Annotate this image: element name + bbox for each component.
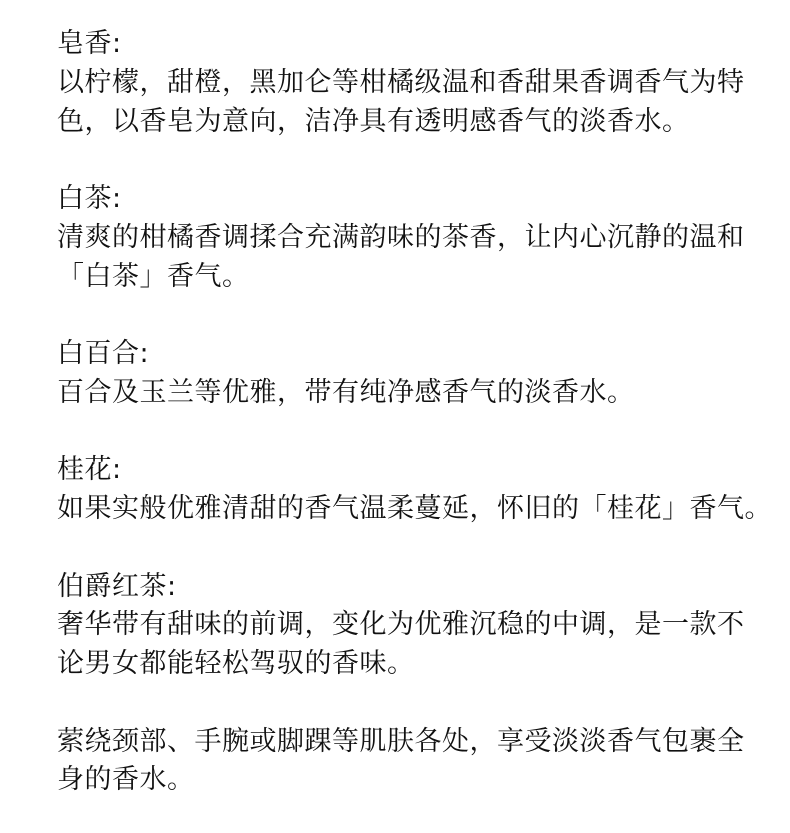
- section-line: 清爽的柑橘香调揉合充满韵味的茶香，让内心沉静的温和: [57, 221, 745, 253]
- section-line: 论男女都能轻松驾驭的香味。: [57, 648, 415, 679]
- section-line: 「白茶」香气。: [57, 260, 250, 292]
- fragrance-description-document: [57, 25, 782, 800]
- fragrance-section-earl-grey: [57, 568, 782, 684]
- fragrance-section-white-lily: [57, 335, 782, 413]
- fragrance-section-white-tea: [57, 180, 782, 296]
- closing-paragraph: [57, 723, 782, 801]
- section-heading: 白百合:: [57, 338, 150, 369]
- fragrance-section-osmanthus: [57, 451, 782, 529]
- section-heading: 伯爵红茶:: [57, 570, 177, 602]
- closing-line: 身的香水。: [57, 764, 195, 796]
- section-line: 色，以香皂为意向，洁净具有透明感香气的淡香水。: [57, 105, 690, 137]
- section-line: 以柠檬，甜橙，黑加仑等柑橘级温和香甜果香调香气为特: [57, 66, 745, 98]
- fragrance-section-soap: [57, 25, 782, 141]
- section-heading: 皂香:: [57, 28, 122, 59]
- section-line: 奢华带有甜味的前调，变化为优雅沉稳的中调，是一款不: [57, 609, 745, 641]
- section-line: 如果实般优雅清甜的香气温柔蔓延，怀旧的「桂花」香气。: [57, 493, 772, 524]
- section-line: 百合及玉兰等优雅，带有纯净感香气的淡香水。: [57, 376, 635, 408]
- closing-line: 萦绕颈部、手腕或脚踝等肌肤各处，享受淡淡香气包裹全: [57, 725, 745, 757]
- section-heading: 桂花:: [57, 454, 122, 486]
- section-heading: 白茶:: [57, 183, 122, 214]
